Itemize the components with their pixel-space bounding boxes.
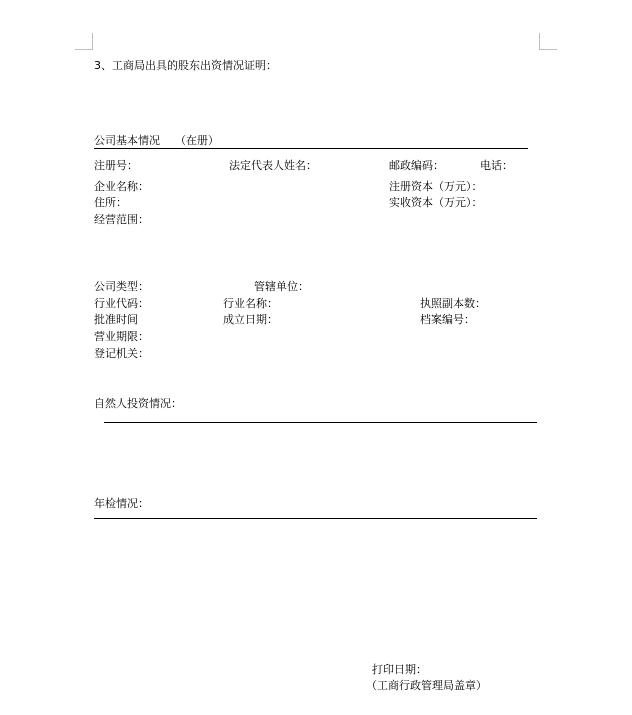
- business-scope-label: 经营范围：: [94, 213, 149, 226]
- industry-code-label: 行业代码：: [94, 297, 149, 310]
- company-status: （在册）: [175, 134, 219, 147]
- phone-label: 电话：: [480, 159, 513, 172]
- annual-check-title: 年检情况：: [94, 497, 149, 510]
- archive-no-label: 档案编号：: [420, 313, 475, 326]
- postal-code-label: 邮政编码：: [389, 159, 444, 172]
- license-copies-label: 执照副本数：: [420, 297, 486, 310]
- margin-mark-top-right: [539, 33, 557, 50]
- print-date-label: 打印日期：: [372, 663, 427, 676]
- reg-no-label: 注册号：: [94, 159, 138, 172]
- company-name-label: 企业名称：: [94, 180, 149, 193]
- legal-rep-label: 法定代表人姓名：: [229, 159, 317, 172]
- approval-time-label: 批准时间: [94, 313, 138, 326]
- address-label: 住所：: [94, 196, 127, 209]
- document-heading: 3、工商局出具的股东出资情况证明：: [94, 59, 277, 72]
- company-type-label: 公司类型：: [94, 280, 149, 293]
- investors-title: 自然人投资情况：: [94, 397, 182, 410]
- investors-rule: [104, 422, 537, 423]
- company-section-rule: [94, 148, 528, 149]
- business-term-label: 营业期限：: [94, 330, 149, 343]
- paid-capital-label: 实收资本（万元）：: [389, 196, 483, 209]
- founded-date-label: 成立日期：: [223, 313, 278, 326]
- annual-check-rule: [94, 518, 537, 519]
- industry-name-label: 行业名称：: [223, 297, 278, 310]
- margin-mark-top-left: [75, 33, 93, 50]
- authority-unit-label: 管辖单位：: [254, 280, 309, 293]
- reg-capital-label: 注册资本（万元）：: [389, 180, 483, 193]
- company-section-title: 公司基本情况: [94, 134, 160, 147]
- reg-authority-label: 登记机关：: [94, 347, 149, 360]
- seal-note: （工商行政管理局盖章）: [366, 679, 487, 692]
